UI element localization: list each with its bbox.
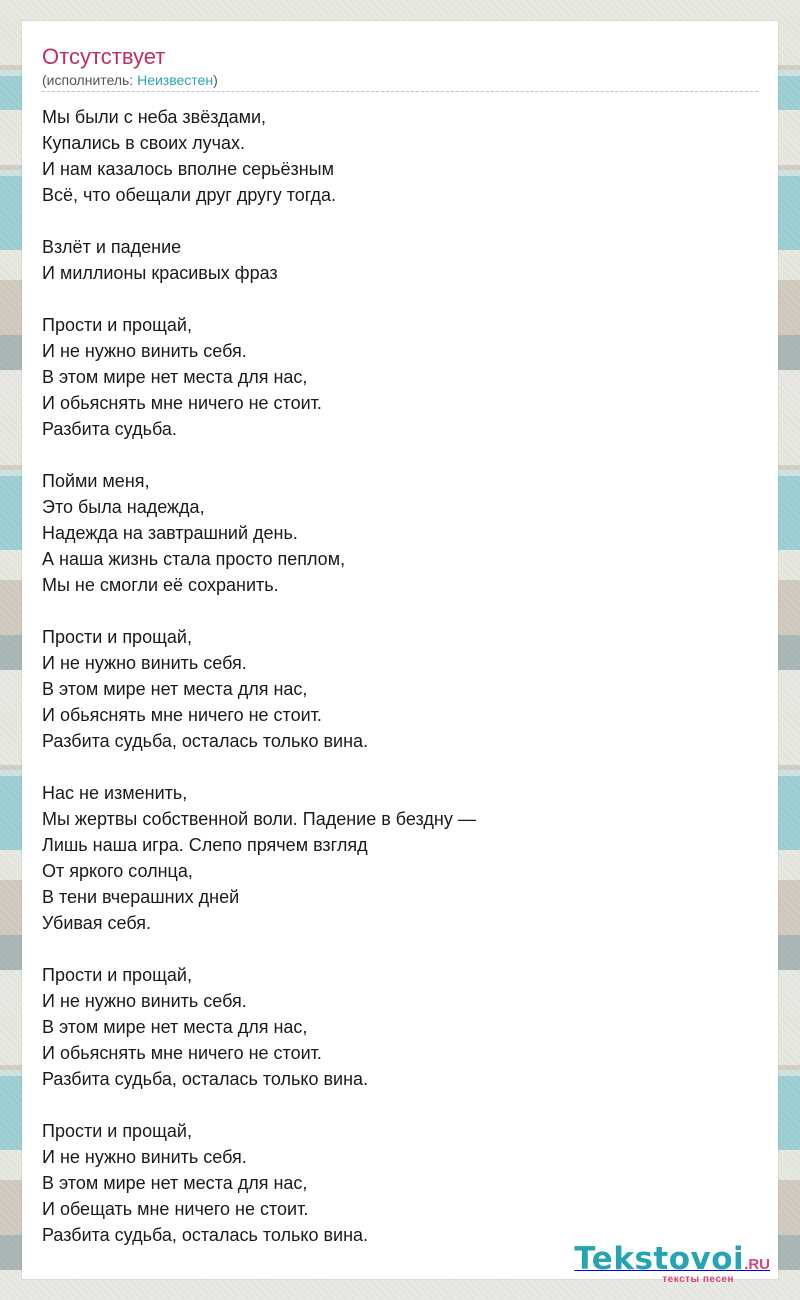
lyric-line: И обьяснять мне ничего не стоит. [42,1043,322,1063]
lyric-line: В тени вчерашних дней [42,887,240,907]
lyric-line: Разбита судьба, осталась только вина. [42,1225,369,1245]
artist-prefix: (исполнитель: [42,72,138,88]
lyric-line: Прости и прощай, [42,627,192,647]
lyric-line: Пойми меня, [42,471,150,491]
stanza [42,624,742,754]
lyric-line: Разбита судьба, осталась только вина. [42,731,369,751]
lyric-line: Прости и прощай, [42,1121,192,1141]
lyric-line: Прости и прощай, [42,965,192,985]
lyric-line: От яркого солнца, [42,861,193,881]
lyric-line: В этом мире нет места для нас, [42,367,308,387]
lyric-line: Мы не смогли её сохранить. [42,575,279,595]
lyric-line: Мы жертвы собственной воли. Падение в бездну — [42,809,476,829]
artist-line [42,71,758,89]
lyric-line: Надежда на завтрашний день. [42,523,298,543]
lyric-line: И обещать мне ничего не стоит. [42,1199,309,1219]
lyric-line: Разбита судьба. [42,419,177,439]
stanza [42,1118,742,1248]
lyric-line: Лишь наша игра. Слепо прячем взгляд [42,835,368,855]
artist-suffix: ) [213,72,218,88]
lyric-line: И не нужно винить себя. [42,341,247,361]
lyric-line: А наша жизнь стала просто пеплом, [42,549,346,569]
stanza [42,312,742,442]
stanza [42,962,742,1092]
stanza [42,104,742,208]
song-title: Отсутствует [42,44,166,69]
lyric-line: И нам казалось вполне серьёзным [42,159,334,179]
lyric-line: Мы были с неба звёздами, [42,107,267,127]
stanza [42,780,742,936]
lyric-line: Разбита судьба, осталась только вина. [42,1069,369,1089]
lyric-line: В этом мире нет места для нас, [42,679,308,699]
lyric-line: Это была надежда, [42,497,205,517]
lyric-line: В этом мире нет места для нас, [42,1173,308,1193]
lyric-line: Нас не изменить, [42,783,188,803]
lyrics-body [42,104,742,1274]
lyric-line: И не нужно винить себя. [42,991,247,1011]
lyric-line: И не нужно винить себя. [42,1147,247,1167]
lyric-line: Купались в своих лучах. [42,133,246,153]
lyric-line: И не нужно винить себя. [42,653,247,673]
lyrics-card [22,21,778,1285]
logo-tld: .RU [744,1256,770,1273]
lyric-line: Всё, что обещали друг другу тогда. [42,185,337,205]
stanza [42,468,742,598]
lyric-line: И миллионы красивых фраз [42,263,278,283]
lyric-line: Взлёт и падение [42,237,182,257]
lyric-line: В этом мире нет места для нас, [42,1017,308,1037]
artist-link[interactable]: Неизвестен [137,72,214,88]
logo-wordmark: Tekstovoi [574,1241,745,1277]
lyric-line: Убивая себя. [42,913,151,933]
lyric-line: И обьяснять мне ничего не стоит. [42,705,322,725]
lyric-line: Прости и прощай, [42,315,192,335]
site-logo[interactable] [574,1241,770,1285]
lyric-line: И обьяснять мне ничего не стоит. [42,393,322,413]
song-header [42,43,758,92]
logo-tagline: тексты песен [662,1274,734,1285]
stanza [42,234,742,286]
